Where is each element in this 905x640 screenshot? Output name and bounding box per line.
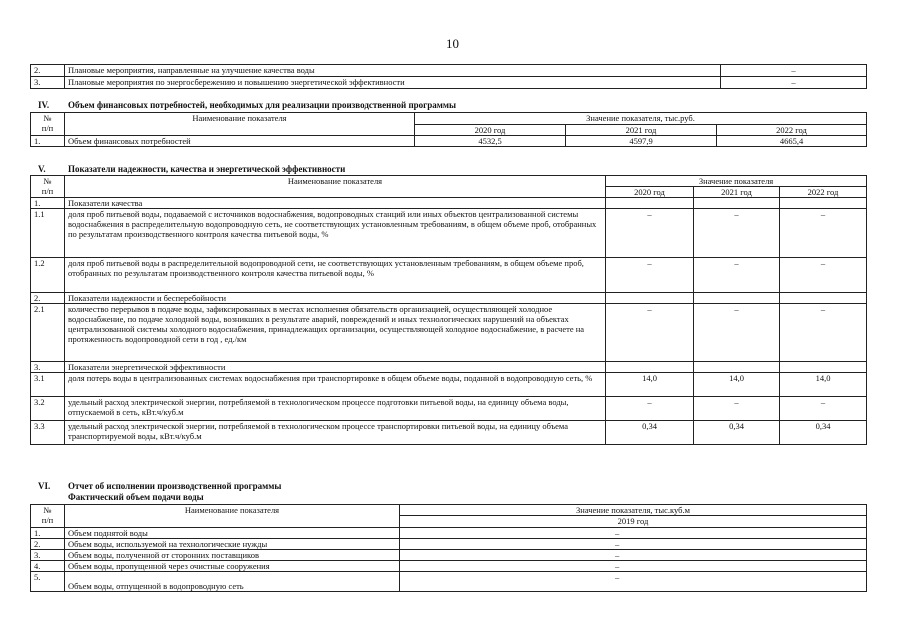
row-name: Объем воды, полученной от сторонних поставщиков xyxy=(65,550,400,561)
header-number: № п/п xyxy=(31,505,65,528)
row-value: – xyxy=(694,209,780,258)
row-value: 4597,9 xyxy=(566,136,717,147)
row-value xyxy=(606,362,694,373)
row-value: 14,0 xyxy=(694,373,780,397)
row-value: – xyxy=(780,304,867,362)
row-number: 5. xyxy=(31,572,65,592)
row-value: 4532,5 xyxy=(415,136,566,147)
section-vi-title: Отчет об исполнении производственной программы xyxy=(68,481,282,491)
row-value: 14,0 xyxy=(606,373,694,397)
page-number: 10 xyxy=(446,36,459,51)
water-supply-table xyxy=(30,504,867,592)
header-year: 2021 год xyxy=(694,187,780,198)
table-row xyxy=(31,65,867,77)
row-name: удельный расход электрической энергии, потребляемой в технологическом процессе транспортировки питьевой воды, на единицу объема транспортируемой воды, кВт.ч/куб.м xyxy=(65,421,606,445)
row-number: 3.2 xyxy=(31,397,65,421)
row-name: Показатели энергетической эффективности xyxy=(65,362,606,373)
table-row xyxy=(31,77,867,89)
row-value: 0,34 xyxy=(606,421,694,445)
row-value: 0,34 xyxy=(694,421,780,445)
row-value xyxy=(780,293,867,304)
row-value: – xyxy=(694,397,780,421)
header-year: 2022 год xyxy=(717,125,867,136)
row-name: Объем воды, отпущенной в водопроводную сеть xyxy=(65,572,400,592)
indicators-table xyxy=(30,175,867,445)
row-name: Объем воды, используемой на технологические нужды xyxy=(65,539,400,550)
row-value: – xyxy=(400,528,867,539)
row-name: Плановые мероприятия по энергосбережению и повышению энергетической эффективности xyxy=(65,77,721,89)
header-name: Наименование показателя xyxy=(65,176,606,198)
row-value: – xyxy=(694,304,780,362)
table-row xyxy=(31,293,867,304)
table-row xyxy=(31,209,867,258)
row-name: доля проб питьевой воды в распределительной водопроводной сети, не соответствующих установленным требованиям, в общем объеме проб, отобранных по результатам производственного контроля качества питьевой воды, % xyxy=(65,258,606,293)
row-name: Показатели качества xyxy=(65,198,606,209)
header-year: 2021 год xyxy=(566,125,717,136)
table-row xyxy=(31,362,867,373)
row-value: – xyxy=(606,304,694,362)
header-year: 2022 год xyxy=(780,187,867,198)
table-row xyxy=(31,397,867,421)
section-v-number: V. xyxy=(38,164,46,174)
row-name: Плановые мероприятия, направленные на улучшение качества воды xyxy=(65,65,721,77)
table-row xyxy=(31,572,867,592)
row-number: 2. xyxy=(31,539,65,550)
row-value xyxy=(694,362,780,373)
row-number: 1.2 xyxy=(31,258,65,293)
row-number: 3. xyxy=(31,550,65,561)
row-number: 3. xyxy=(31,77,65,89)
header-value: Значение показателя, тыс.куб.м xyxy=(400,505,867,516)
header-year: 2020 год xyxy=(415,125,566,136)
row-value: – xyxy=(721,65,867,77)
header-year: 2019 год xyxy=(400,516,867,528)
row-value xyxy=(606,293,694,304)
row-value: – xyxy=(780,258,867,293)
table-row xyxy=(31,373,867,397)
row-value: – xyxy=(780,397,867,421)
row-value xyxy=(606,198,694,209)
row-value: – xyxy=(606,258,694,293)
row-name: Объем поднятой воды xyxy=(65,528,400,539)
financial-table xyxy=(30,112,867,147)
row-value: – xyxy=(721,77,867,89)
row-name: количество перерывов в подаче воды, зафиксированных в местах исполнения обязательств организацией, осуществляющей холодное водоснабжение, по подаче холодной воды, возникших в результате аварий, повреждений и иных технологических нарушений на объектах централизованной системы холодного водоснабжения, принадлежащих организации, осуществляющей холодное водоснабжение, в расчете на протяженность водопроводной сети в год , ед./км xyxy=(65,304,606,362)
row-value xyxy=(694,293,780,304)
table-row xyxy=(31,258,867,293)
row-name: доля потерь воды в централизованных системах водоснабжения при транспортировке в общем объеме воды, поданной в водопроводную сеть, % xyxy=(65,373,606,397)
section-iv-title: Объем финансовых потребностей, необходимых для реализации производственной программы xyxy=(68,100,457,110)
section-iv-number: IV. xyxy=(38,100,50,110)
row-value: – xyxy=(400,550,867,561)
row-value: – xyxy=(400,572,867,592)
table-row xyxy=(31,136,867,147)
section-vi-number: VI. xyxy=(38,481,51,491)
row-number: 1.1 xyxy=(31,209,65,258)
row-value xyxy=(780,198,867,209)
table-row xyxy=(31,550,867,561)
table-row xyxy=(31,198,867,209)
table-row xyxy=(31,561,867,572)
row-number: 1. xyxy=(31,198,65,209)
header-name: Наименование показателя xyxy=(65,113,415,136)
header-year: 2020 год xyxy=(606,187,694,198)
header-value: Значение показателя xyxy=(606,176,867,187)
row-number: 2. xyxy=(31,65,65,77)
table-row xyxy=(31,421,867,445)
row-value: – xyxy=(400,561,867,572)
row-value: – xyxy=(606,397,694,421)
row-name: доля проб питьевой воды, подаваемой с источников водоснабжения, водопроводных станций или иных объектов централизованной системы водоснабжения в распределительную водопроводную сеть, не соответствующих установленным требованиям, в общем объеме проб, отобранных по результатам производственного контроля качества питьевой воды, % xyxy=(65,209,606,258)
row-number: 3.1 xyxy=(31,373,65,397)
row-number: 2. xyxy=(31,293,65,304)
header-name: Наименование показателя xyxy=(65,505,400,528)
row-value xyxy=(694,198,780,209)
table-row xyxy=(31,304,867,362)
row-number: 1. xyxy=(31,528,65,539)
row-value xyxy=(780,362,867,373)
row-name: Объем воды, пропущенной через очистные сооружения xyxy=(65,561,400,572)
row-name: удельный расход электрической энергии, потребляемой в технологическом процессе подготовки питьевой воды, на единицу объема воды, отпускаемой в сеть, кВт.ч/куб.м xyxy=(65,397,606,421)
row-value: 4665,4 xyxy=(717,136,867,147)
row-number: 1. xyxy=(31,136,65,147)
table-row xyxy=(31,528,867,539)
header-value: Значение показателя, тыс.руб. xyxy=(415,113,867,125)
header-number: № п/п xyxy=(31,113,65,136)
row-number: 3.3 xyxy=(31,421,65,445)
header-number: № п/п xyxy=(31,176,65,198)
row-value: 14,0 xyxy=(780,373,867,397)
row-name: Объем финансовых потребностей xyxy=(65,136,415,147)
section-vi-subtitle: Фактический объем подачи воды xyxy=(68,492,204,502)
section-v-title: Показатели надежности, качества и энергетической эффективности xyxy=(68,164,346,174)
row-number: 4. xyxy=(31,561,65,572)
row-number: 2.1 xyxy=(31,304,65,362)
row-value: – xyxy=(694,258,780,293)
row-value: – xyxy=(780,209,867,258)
row-number: 3. xyxy=(31,362,65,373)
row-value: 0,34 xyxy=(780,421,867,445)
top-table xyxy=(30,64,867,89)
row-value: – xyxy=(606,209,694,258)
row-name: Показатели надежности и бесперебойности xyxy=(65,293,606,304)
row-value: – xyxy=(400,539,867,550)
table-row xyxy=(31,539,867,550)
